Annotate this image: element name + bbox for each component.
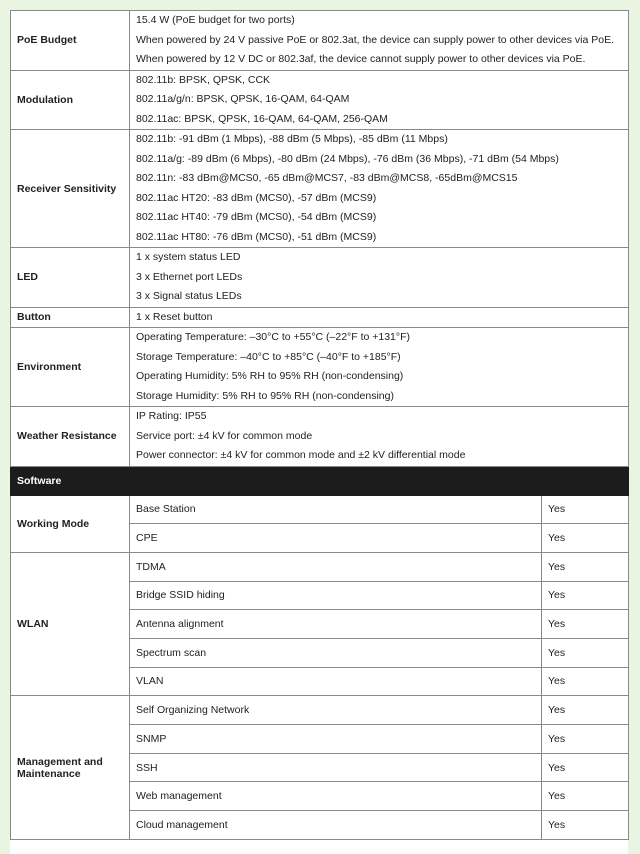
feature-name: CPE — [130, 524, 542, 553]
feature-name: TDMA — [130, 552, 542, 581]
spec-label: Button — [11, 307, 130, 328]
spec-line: 1 x Reset button — [136, 310, 213, 323]
section-header-row — [11, 466, 629, 495]
feature-name: Base Station — [130, 495, 542, 524]
spec-line: 15.4 W (PoE budget for two ports) — [136, 14, 295, 26]
spec-line: 802.11b: -91 dBm (1 Mbps), -88 dBm (5 Mbps), -85 dBm (11 Mbps) — [136, 133, 448, 145]
spec-values — [130, 70, 629, 130]
feature-support: Yes — [542, 667, 629, 696]
feature-support: Yes — [542, 753, 629, 782]
spec-values — [130, 307, 629, 328]
feature-row — [11, 696, 629, 725]
spec-line: 802.11n: -83 dBm@MCS0, -65 dBm@MCS7, -83 dBm@MCS8, -65dBm@MCS15 — [136, 172, 518, 184]
spec-row — [11, 407, 629, 467]
group-label: Management and Maintenance — [11, 696, 130, 839]
spec-line: 802.11a/g/n: BPSK, QPSK, 16-QAM, 64-QAM — [136, 93, 350, 105]
spec-row — [11, 70, 629, 130]
feature-name: Antenna alignment — [130, 610, 542, 639]
spec-label: Environment — [11, 328, 130, 407]
group-label: WLAN — [11, 552, 130, 695]
spec-row — [11, 328, 629, 407]
feature-name: Spectrum scan — [130, 638, 542, 667]
spec-row — [11, 307, 629, 328]
spec-values — [130, 328, 629, 407]
feature-name: VLAN — [130, 667, 542, 696]
spec-line: Power connector: ±4 kV for common mode and ±2 kV differential mode — [136, 449, 466, 461]
spec-label: PoE Budget — [11, 11, 130, 71]
spec-line: 802.11ac: BPSK, QPSK, 16-QAM, 64-QAM, 256-QAM — [136, 112, 388, 125]
spec-line: 802.11a/g: -89 dBm (6 Mbps), -80 dBm (24 Mbps), -76 dBm (36 Mbps), -71 dBm (54 Mbps) — [136, 152, 559, 165]
spec-values — [130, 248, 629, 308]
spec-line: Service port: ±4 kV for common mode — [136, 429, 313, 442]
spec-label: LED — [11, 248, 130, 308]
spec-line: 802.11b: BPSK, QPSK, CCK — [136, 73, 271, 86]
spec-line: Storage Humidity: 5% RH to 95% RH (non-condensing) — [136, 389, 394, 402]
spec-line: 3 x Ethernet port LEDs — [136, 270, 243, 283]
spec-label: Weather Resistance — [11, 407, 130, 467]
spec-line: 802.11ac HT20: -83 dBm (MCS0), -57 dBm (MCS9) — [136, 191, 377, 204]
spec-row — [11, 248, 629, 308]
feature-name: SSH — [130, 753, 542, 782]
feature-support: Yes — [542, 696, 629, 725]
spec-line: Operating Temperature: –30°C to +55°C (–22°F to +131°F) — [136, 331, 410, 343]
spec-line: Operating Humidity: 5% RH to 95% RH (non-condensing) — [136, 370, 404, 382]
feature-support: Yes — [542, 552, 629, 581]
feature-row — [11, 495, 629, 524]
feature-name: Bridge SSID hiding — [130, 581, 542, 610]
feature-name: SNMP — [130, 725, 542, 754]
spec-sheet — [10, 10, 628, 854]
spec-row — [11, 130, 629, 248]
feature-name: Cloud management — [130, 811, 542, 840]
spec-line: Storage Temperature: –40°C to +85°C (–40°F to +185°F) — [136, 350, 401, 363]
feature-name: Self Organizing Network — [130, 696, 542, 725]
spec-table — [10, 10, 629, 840]
feature-support: Yes — [542, 811, 629, 840]
feature-support: Yes — [542, 524, 629, 553]
spec-line: When powered by 24 V passive PoE or 802.3at, the device can supply power to other devices via PoE. — [136, 33, 615, 46]
group-label: Working Mode — [11, 495, 130, 552]
spec-values — [130, 130, 629, 248]
spec-line: 1 x system status LED — [136, 251, 241, 263]
spec-line: IP Rating: IP55 — [136, 410, 207, 422]
feature-support: Yes — [542, 495, 629, 524]
spec-values — [130, 407, 629, 467]
feature-support: Yes — [542, 610, 629, 639]
spec-line: When powered by 12 V DC or 802.3af, the device cannot supply power to other devices via PoE. — [136, 53, 586, 65]
section-header: Software — [11, 466, 629, 495]
feature-support: Yes — [542, 782, 629, 811]
spec-row — [11, 11, 629, 71]
spec-line: 3 x Signal status LEDs — [136, 290, 242, 302]
spec-label: Modulation — [11, 70, 130, 130]
feature-support: Yes — [542, 725, 629, 754]
feature-row — [11, 552, 629, 581]
feature-support: Yes — [542, 581, 629, 610]
feature-support: Yes — [542, 638, 629, 667]
spec-values — [130, 11, 629, 71]
feature-name: Web management — [130, 782, 542, 811]
spec-label: Receiver Sensitivity — [11, 130, 130, 248]
spec-line: 802.11ac HT80: -76 dBm (MCS0), -51 dBm (MCS9) — [136, 230, 377, 243]
spec-line: 802.11ac HT40: -79 dBm (MCS0), -54 dBm (MCS9) — [136, 211, 377, 223]
